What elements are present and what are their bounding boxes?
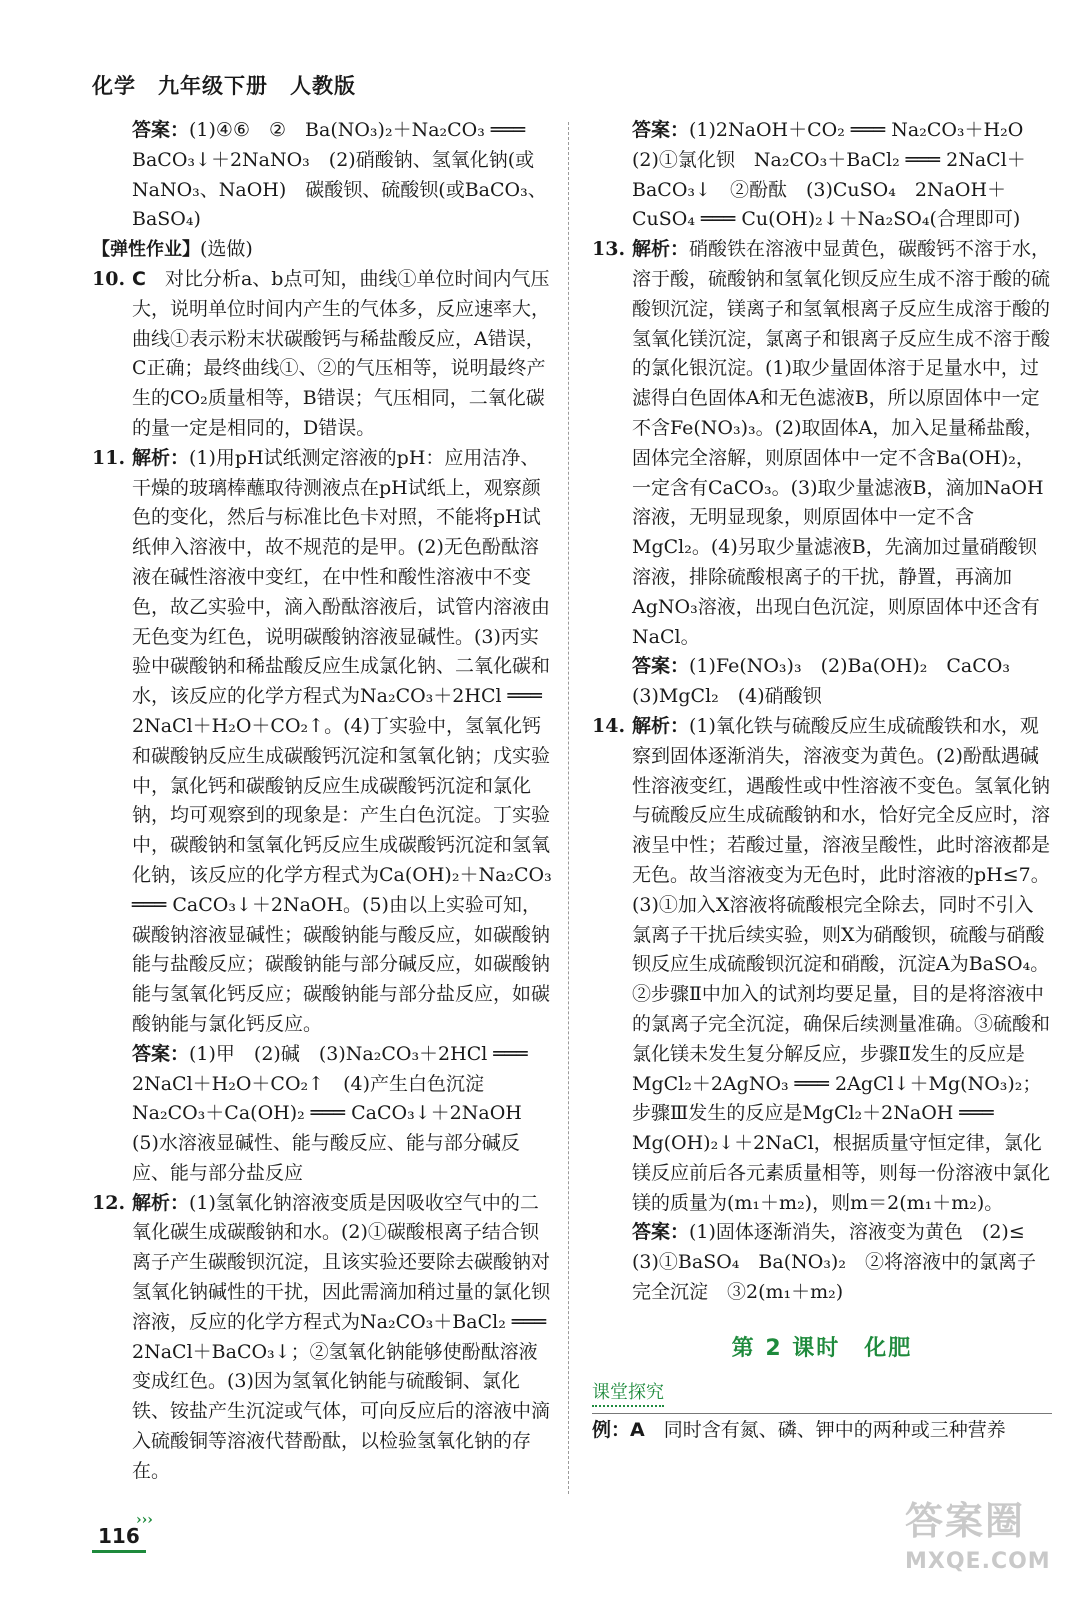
section-title: 【弹性作业】 <box>92 239 200 261</box>
column-divider <box>568 122 569 1494</box>
question-number: 12. <box>92 1191 126 1214</box>
answer-text: (1)Fe(NO₃)₃ (2)Ba(OH)₂ CaCO₃ (3)MgCl₂ (4)硝酸钡 <box>632 655 1029 708</box>
question-12 <box>92 1189 552 1487</box>
section-note: (选做) <box>200 238 253 261</box>
answer-label: 答案： <box>632 119 690 141</box>
analysis-text: (1)氢氧化钠溶液变质是因吸收空气中的二氧化碳生成碳酸钠和水。(2)①碳酸根离子结合钡离子产生碳酸钡沉淀，且该实验还要除去碳酸钠对氢氧化钠碱性的干扰，因此需滴加稍过量的氯化钡溶液，反应的化学方程式为Na₂CO₃＋BaCl₂ ═══ 2NaCl＋BaCO₃↓；②氢氧化钠能够使酚酞溶液变成红色。(3)因为氢氧化钠能与硫酸铜、氯化铁、铵盐产生沉淀或气体，可向反应后的溶液中滴入硫酸铜等溶液代替酚酞，以检验氢氧化钠的存在。 <box>132 1191 551 1482</box>
answer-block <box>632 1218 1052 1307</box>
page-number: 116 <box>92 1522 146 1553</box>
page-header-title: 化学 九年级下册 人教版 <box>92 74 356 98</box>
example-line <box>592 1413 1052 1446</box>
page-arrows-icon: ››› <box>136 1512 153 1528</box>
example-text: 同时含有氮、磷、钾中的两种或三种营养 <box>663 1418 1006 1441</box>
answer-letter: C <box>132 267 146 290</box>
watermark-url: MXQE.COM <box>905 1549 1051 1574</box>
question-11 <box>92 444 552 1189</box>
analysis-label: 解析： <box>132 446 190 469</box>
answer-text: (1)④⑥ ② Ba(NO₃)₂＋Na₂CO₃ ═══ BaCO₃↓＋2NaNO₃ (2)硝酸钠、氢氧化钠(或NaNO₃、NaOH) 碳酸钡、硫酸钡(或BaCO₃、BaSO₄) <box>132 119 547 231</box>
answer-block <box>132 1040 552 1189</box>
question-number: 11. <box>92 446 126 469</box>
analysis-label: 解析： <box>632 714 690 737</box>
analysis-label: 解析： <box>132 1191 190 1214</box>
left-column <box>92 116 552 1487</box>
right-column <box>592 116 1052 1445</box>
answer-block <box>632 652 1052 712</box>
watermark-logo-text: 答案圈 <box>905 1499 1026 1543</box>
explore-label: 课堂探究 <box>592 1381 664 1407</box>
analysis-text: 硝酸铁在溶液中显黄色，碳酸钙不溶于水，溶于酸，硫酸钠和氢氧化钡反应生成不溶于酸的硫酸钡沉淀，镁离子和氢氧根离子反应生成溶于酸的氢氧化镁沉淀，氯离子和银离子反应生成不溶于酸的氯化银沉淀。(1)取少量固体溶于足量水中，过滤得白色固体A和无色滤液B，所以原固体中一定不含Fe(NO₃)₃。(2)取固体A，加入足量稀盐酸，固体完全溶解，则原固体中一定不含Ba(OH)₂，一定含有CaCO₃。(3)取少量滤液B，滴加NaOH溶液，无明显现象，则原固体中一定不含MgCl₂。(4)另取少量滤液B，先滴加过量硝酸钡溶液，排除硫酸根离子的干扰，静置，再滴加AgNO₃溶液，出现白色沉淀，则原固体中还含有NaCl。 <box>632 238 1051 648</box>
section-heading <box>92 235 552 265</box>
intro-answer <box>92 116 552 235</box>
answer-label: 答案： <box>632 1221 690 1244</box>
answer-label: 答案： <box>632 655 690 678</box>
question-number: 13. <box>592 238 626 261</box>
analysis-text: (1)用pH试纸测定溶液的pH：应用洁净、干燥的玻璃棒蘸取待测液点在pH试纸上，观察颜色的变化，然后与标准比色卡对照，不能将pH试纸伸入溶液中，故不规范的是甲。(2)无色酚酞溶液在碱性溶液中变红，在中性和酸性溶液中不变色，故乙实验中，滴入酚酞溶液后，试管内溶液由无色变为红色，说明碳酸钠溶液显碱性。(3)丙实验中碳酸钠和稀盐酸反应生成氯化钠、二氧化碳和水，该反应的化学方程式为Na₂CO₃＋2HCl ═══ 2NaCl＋H₂O＋CO₂↑。(4)丁实验中，氢氧化钙和碳酸钠反应生成碳酸钙沉淀和氢氧化钠；戊实验中，氯化钙和碳酸钠反应生成碳酸钙沉淀和氯化钠，均可观察到的现象是：产生白色沉淀。丁实验中，碳酸钠和氢氧化钙反应生成碳酸钙沉淀和氢氧化钠，该反应的化学方程式为Ca(OH)₂＋Na₂CO₃ ═══ CaCO₃↓＋2NaOH。(5)由以上实验可知，碳酸钠溶液显碱性；碳酸钠能与酸反应，如碳酸钠能与盐酸反应；碳酸钠能与部分碱反应，如碳酸钠能与氢氧化钙反应；碳酸钠能与部分盐反应，如碳酸钠能与氯化钙反应。 <box>132 446 552 1035</box>
answer-text: (1)2NaOH＋CO₂ ═══ Na₂CO₃＋H₂O (2)①氯化钡 Na₂CO₃＋BaCl₂ ═══ 2NaCl＋BaCO₃↓ ②酚酞 (3)CuSO₄ 2NaOH＋CuSO₄ ═══ Cu(OH)₂↓＋Na₂SO₄(合理即可) <box>632 119 1043 231</box>
lesson-title: 第 2 课时 化肥 <box>731 1335 913 1361</box>
answer-label: 答案： <box>132 1042 190 1065</box>
analysis-label: 解析： <box>632 238 690 261</box>
question-text: 对比分析a、b点可知，曲线①单位时间内气压大，说明单位时间内产生的气体多，反应速率大，曲线①表示粉末状碳酸钙与稀盐酸反应，A错误，C正确；最终曲线①、②的气压相等，说明最终产生的CO₂质量相等，B错误；气压相同，二氧化碳的量一定是相同的，D错误。 <box>132 267 551 439</box>
question-14 <box>592 712 1052 1308</box>
question-number: 10. <box>92 267 126 290</box>
q12-answer <box>592 116 1052 235</box>
answer-label: 答案： <box>132 119 190 141</box>
example-letter: A <box>630 1418 645 1441</box>
example-label: 例： <box>592 1418 631 1441</box>
question-13 <box>592 235 1052 712</box>
answer-text: (1)固体逐渐消失，溶液变为黄色 (2)≤ (3)①BaSO₄ Ba(NO₃)₂ ②将溶液中的氯离子完全沉淀 ③2(m₁＋m₂) <box>632 1221 1044 1304</box>
question-number: 14. <box>592 714 626 737</box>
watermark-logo <box>905 1490 1075 1590</box>
analysis-text: (1)氧化铁与硫酸反应生成硫酸铁和水，观察到固体逐渐消失，溶液变为黄色。(2)酚酞遇碱性溶液变红，遇酸性或中性溶液不变色。氢氧化钠与硫酸反应生成硫酸钠和水，恰好完全反应时，溶液呈中性；若酸过量，溶液呈酸性，此时溶液都是无色。故当溶液变为无色时，此时溶液的pH≤7。(3)①加入X溶液将硫酸根完全除去，同时不引入氯离子干扰后续实验，则X为硝酸钡，硫酸与硝酸钡反应生成硫酸钡沉淀和硝酸，沉淀A为BaSO₄。②步骤Ⅱ中加入的试剂均要足量，目的是将溶液中的氯离子完全沉淀，确保后续测量准确。③硫酸和氯化镁未发生复分解反应，步骤Ⅱ发生的反应是MgCl₂＋2AgNO₃ ═══ 2AgCl↓＋Mg(NO₃)₂；步骤Ⅲ发生的反应是MgCl₂＋2NaOH ═══ Mg(OH)₂↓＋2NaCl，根据质量守恒定律，氯化镁反应前后各元素质量相等，则每一份溶液中氯化镁的质量为(m₁＋m₂)，则m＝2(m₁＋m₂)。 <box>632 714 1051 1214</box>
question-10 <box>92 265 552 444</box>
answer-text: (1)甲 (2)碱 (3)Na₂CO₃＋2HCl ═══ 2NaCl＋H₂O＋CO₂↑ (4)产生白色沉淀 Na₂CO₃＋Ca(OH)₂ ═══ CaCO₃↓＋2NaOH (5)水溶液显碱性、能与酸反应、能与部分碱反应、能与部分盐反应 <box>132 1042 541 1184</box>
